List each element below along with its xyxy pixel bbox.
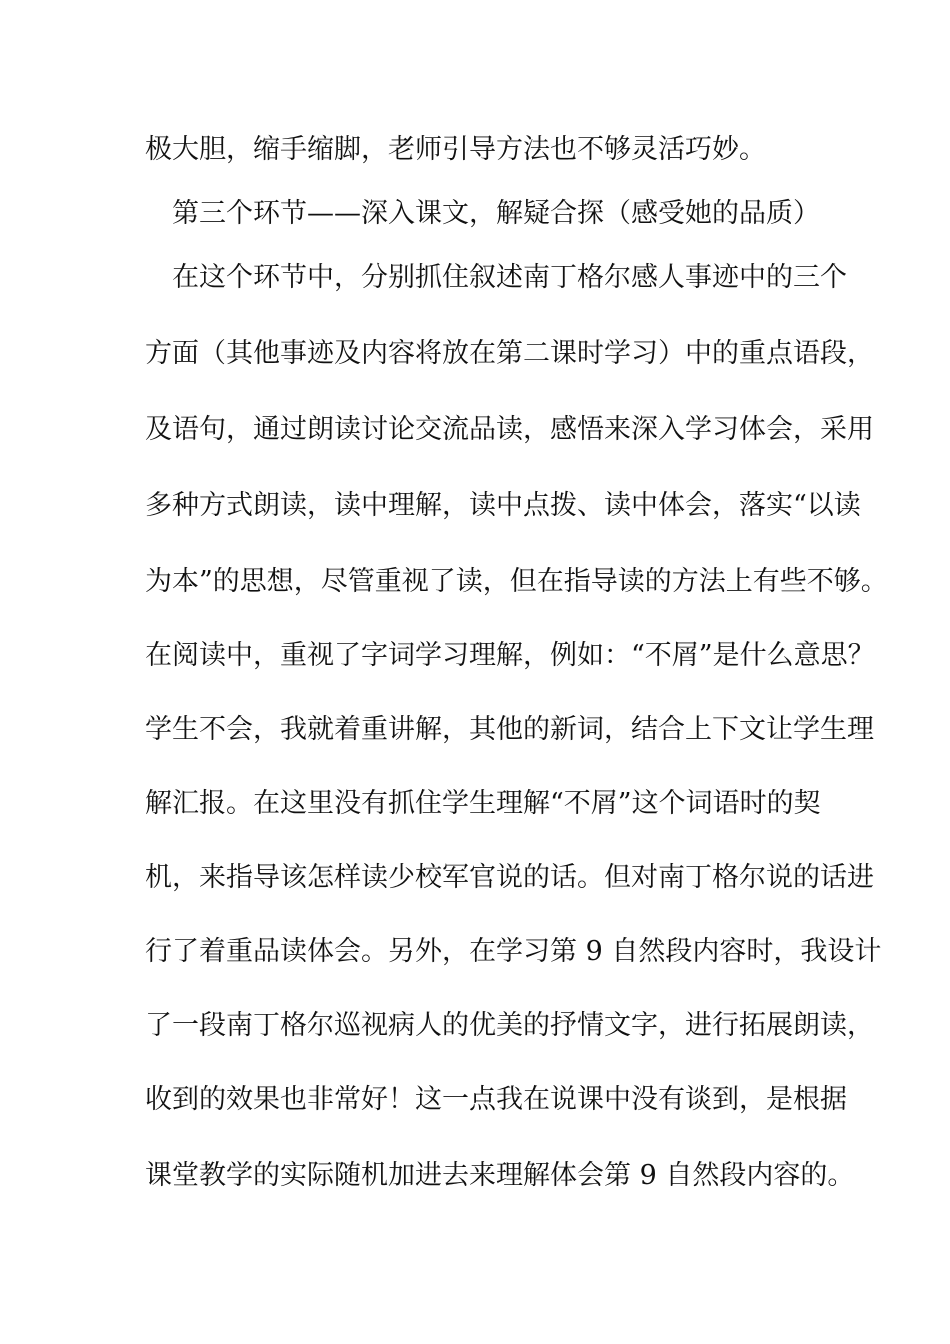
paragraph-line: 学生不会，我就着重讲解，其他的新词，结合上下文让学生理	[145, 714, 874, 745]
paragraph-line: 在阅读中，重视了字词学习理解，例如：“不屑”是什么意思？	[145, 640, 875, 671]
paragraph-line: 了一段南丁格尔巡视病人的优美的抒情文字，进行拓展朗读，	[145, 1010, 874, 1041]
paragraph-line: 为本”的思想，尽管重视了读，但在指导读的方法上有些不够。	[145, 566, 888, 597]
paragraph-line: 及语句，通过朗读讨论交流品读，感悟来深入学习体会，采用	[145, 414, 874, 445]
paragraph-line: 方面（其他事迹及内容将放在第二课时学习）中的重点语段，	[145, 338, 874, 369]
paragraph-line: 多种方式朗读，读中理解，读中点拨、读中体会，落实“以读	[145, 490, 861, 521]
paragraph-line: 解汇报。在这里没有抓住学生理解“不屑”这个词语时的契	[145, 788, 821, 819]
section-heading: 第三个环节——深入课文，解疑合探（感受她的品质）	[172, 198, 820, 229]
paragraph-line: 极大胆，缩手缩脚，老师引导方法也不够灵活巧妙。	[145, 134, 766, 165]
paragraph-line: 行了着重品读体会。另外，在学习第 9 自然段内容时，我设计	[145, 936, 882, 967]
paragraph-line: 收到的效果也非常好！这一点我在说课中没有谈到，是根据	[145, 1084, 847, 1115]
paragraph-line: 在这个环节中，分别抓住叙述南丁格尔感人事迹中的三个	[172, 262, 847, 293]
paragraph-line: 课堂教学的实际随机加进去来理解体会第 9 自然段内容的。	[145, 1160, 855, 1191]
paragraph-line: 机，来指导该怎样读少校军官说的话。但对南丁格尔说的话进	[145, 862, 874, 893]
